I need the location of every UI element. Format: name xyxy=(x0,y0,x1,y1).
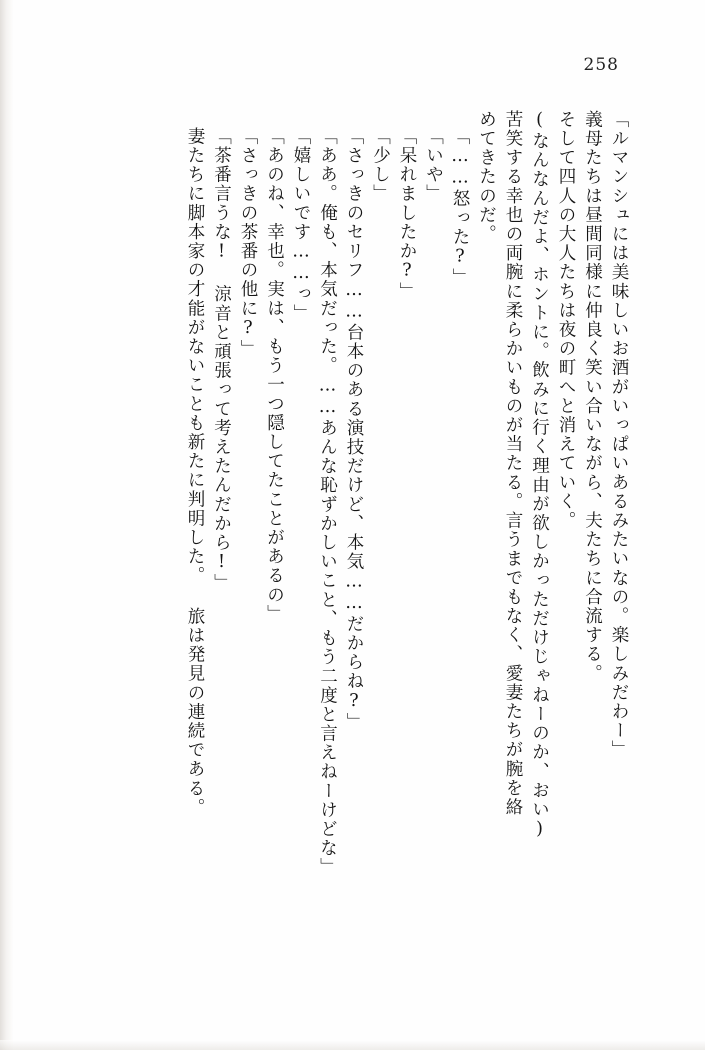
text-line: 「いや」 xyxy=(423,127,444,204)
text-line: 「ああ。俺も、本気だった。……あんな恥ずかしいこと、もう二度と言えねーけどな」 xyxy=(317,127,338,877)
text-line: そして四人の大人たちは夜の町へと消えていく。 xyxy=(556,110,576,531)
scan-edge-left xyxy=(0,0,14,1050)
text-line: (なんなんだよ、ホントに。飲みに行く理由が欲しかっただけじゃねーのか、おい) xyxy=(529,110,550,841)
text-line: 妻たちに脚本家の才能がないことも新たに判明した。 旅は発見の連続である。 xyxy=(185,127,205,818)
text-line: 苦笑する幸也の両腕に柔らかいものが当たる。言うまでもなく、愛妻たちが腕を絡 xyxy=(503,110,523,817)
text-line: めてきたのだ。 xyxy=(476,110,497,244)
text-line: 「茶番言うな! 涼音と頑張って考えたんだから!」 xyxy=(211,127,232,593)
text-line: 「嬉しいです……っ」 xyxy=(291,127,311,323)
text-line: 「ルマンシュには美味しいお酒がいっぱいあるみたいなの。楽しみだわー」 xyxy=(609,110,629,760)
text-line: 「……怒った?」 xyxy=(450,127,470,288)
body-text xyxy=(67,110,627,1000)
text-line: 「あのね、幸也。実は、もう一つ隠してたことがあるの」 xyxy=(264,127,285,624)
text-line: 「呆れましたか?」 xyxy=(397,127,417,302)
text-line: 義母たちは昼間同様に仲良く笑い合いながら、夫たちに合流する。 xyxy=(582,110,603,683)
text-line: 「少し」 xyxy=(370,127,391,204)
page-number: 258 xyxy=(583,55,619,75)
text-line: 「さっきのセリフ……台本のある演技だけど、本気……だからね?」 xyxy=(344,127,364,732)
scan-edge-bottom xyxy=(0,1040,705,1050)
text-line: 「さっきの茶番の他に?」 xyxy=(238,127,258,359)
